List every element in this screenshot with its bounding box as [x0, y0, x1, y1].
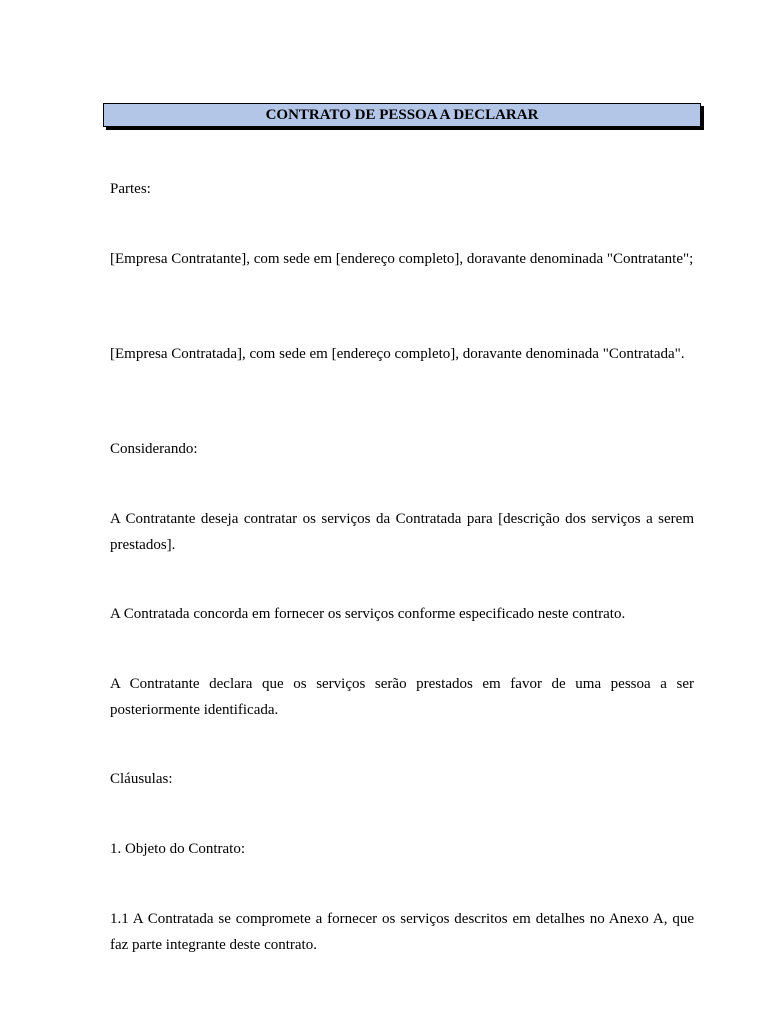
paragraph-considerando-2: A Contratada concorda em fornecer os serviços conforme especificado neste contrato. [110, 606, 626, 622]
paragraph-considerando-1: A Contratante deseja contratar os serviços da Contratada para [descrição dos serviços a serem prestados]. [110, 511, 694, 553]
paragraph-clause-1-1: 1.1 A Contratada se compromete a fornecer os serviços descritos em detalhes no Anexo A, que faz parte integrante deste contrato. [110, 911, 694, 953]
paragraph-partes-heading: Partes: [110, 181, 151, 197]
paragraph-contratante: [Empresa Contratante], com sede em [endereço completo], doravante denominada "Contratante"; [110, 251, 694, 267]
paragraph-clausulas-heading: Cláusulas: [110, 771, 173, 787]
paragraph-contratada: [Empresa Contratada], com sede em [endereço completo], doravante denominada "Contratada". [110, 346, 685, 362]
paragraph-considerando-heading: Considerando: [110, 441, 198, 457]
document-title: CONTRATO DE PESSOA A DECLARAR [103, 103, 701, 127]
paragraph-considerando-3: A Contratante declara que os serviços serão prestados em favor de uma pessoa a ser posteriormente identificada. [110, 676, 694, 718]
paragraph-clause-1-heading: 1. Objeto do Contrato: [110, 841, 245, 857]
